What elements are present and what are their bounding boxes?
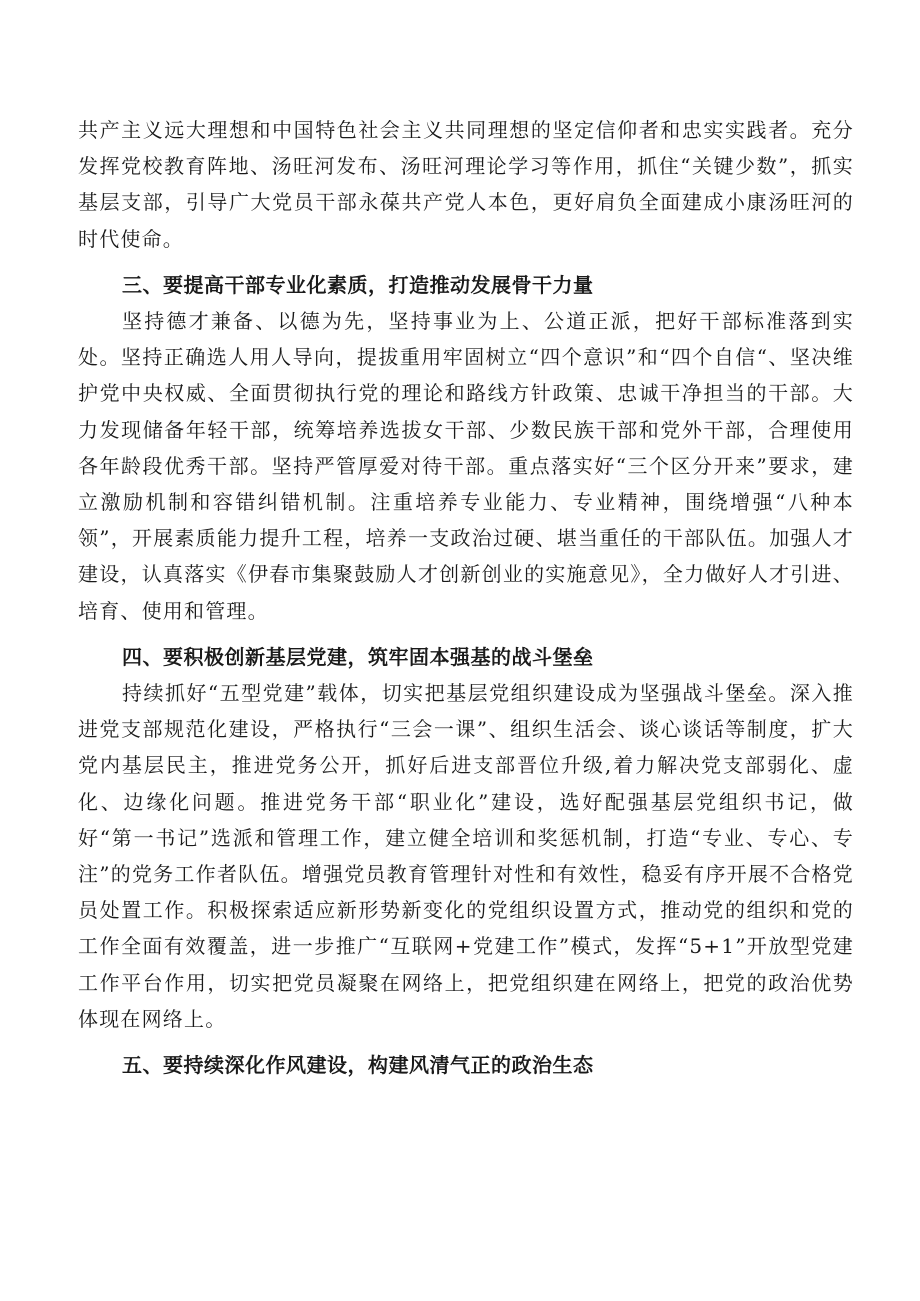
section-heading-5: 五、要持续深化作风建设，构建风清气正的政治生态 bbox=[122, 1053, 594, 1078]
body-paragraph-continuation: 共产主义远大理想和中国特色社会主义共同理想的坚定信仰者和忠实实践者。充分发挥党校教育阵地、汤旺河发布、汤旺河理论学习等作用，抓住“关键少数”，抓实基层支部，引导广大党员干部永葆共产党人本色，更好肩负全面建成小康汤旺河的时代使命。 bbox=[78, 118, 854, 251]
section-heading-3: 三、要提高干部专业化素质，打造推动发展骨干力量 bbox=[122, 272, 594, 297]
section-heading-4: 四、要积极创新基层党建，筑牢固本强基的战斗堡垒 bbox=[122, 644, 594, 669]
document-page bbox=[78, 112, 854, 1083]
body-paragraph-grassroots-party-building: 持续抓好“五型党建”载体，切实把基层党组织建设成为坚强战斗堡垒。深入推进党支部规范化建设，严格执行“三会一课”、组织生活会、谈心谈话等制度，扩大党内基层民主，推进党务公开，抓好后进支部晋位升级,着力解决党支部弱化、虚化、边缘化问题。推进党务干部“职业化”建设，选好配强基层党组织书记，做好“第一书记”选派和管理工作，建立健全培训和奖惩机制，打造“专业、专心、专注”的党务工作者队伍。增强党员教育管理针对性和有效性，稳妥有序开展不合格党员处置工作。积极探索适应新形势新变化的党组织设置方式，推动党的组织和党的工作全面有效覆盖，进一步推广“互联网+党建工作”模式，发挥“5+1”开放型党建工作平台作用，切实把党员凝聚在网络上，把党组织建在网络上，把党的政治优势体现在网络上。 bbox=[78, 681, 854, 1031]
body-paragraph-cadre-quality: 坚持德才兼备、以德为先，坚持事业为上、公道正派，把好干部标准落到实处。坚持正确选人用人导向，提拔重用牢固树立“四个意识”和“四个自信“、坚决维护党中央权威、全面贯彻执行党的理论和路线方针政策、忠诚干净担当的干部。大力发现储备年轻干部，统筹培养选拔女干部、少数民族干部和党外干部，合理使用各年龄段优秀干部。坚持严管厚爱对待干部。重点落实好“三个区分开来”要求，建立激励机制和容错纠错机制。注重培养专业能力、专业精神，围绕增强“八种本领”，开展素质能力提升工程，培养一支政治过硬、堪当重任的干部队伍。加强人才建设，认真落实《伊春市集聚鼓励人才创新创业的实施意见》，全力做好人才引进、培育、使用和管理。 bbox=[78, 309, 854, 623]
